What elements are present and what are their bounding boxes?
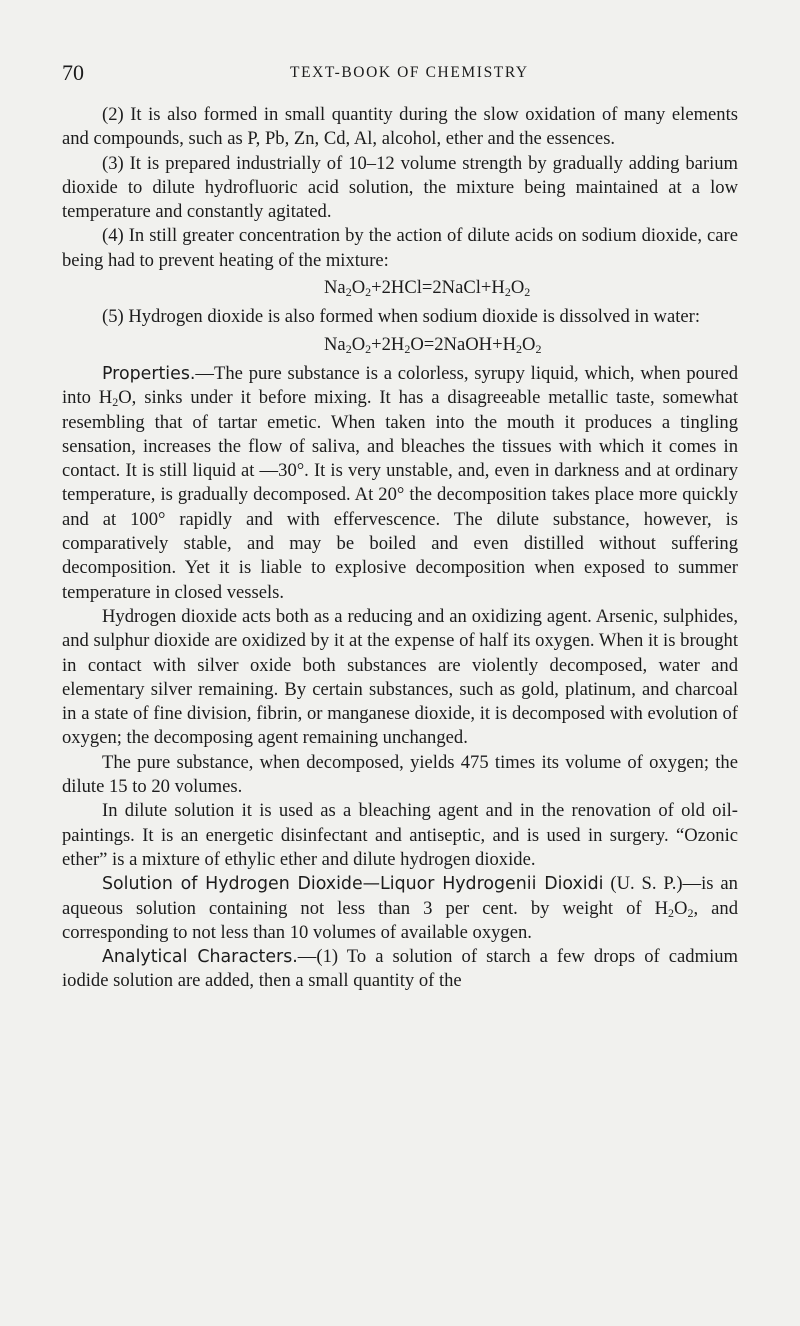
page-body — [62, 103, 738, 994]
analytical-paragraph: Analytical Characters.—(1) To a solution of starch a few drops of cadmium iodide solution are added, then a small quantity of the — [62, 946, 738, 992]
paragraph-4: (4) In still greater concentration by the action of dilute acids on sodium dioxide, care being had to prevent heating of the mixture: — [62, 225, 738, 271]
paragraph-2: (2) It is also formed in small quantity during the slow oxidation of many elements and compounds, such as P, Pb, Zn, Cd, Al, alcohol, ether and the essences. — [62, 104, 738, 150]
properties-heading: Properties. — [102, 363, 196, 384]
properties-paragraph-3: The pure substance, when decomposed, yields 475 times its volume of oxygen; the dilute 15 to 20 volumes. — [62, 751, 738, 798]
running-head — [0, 60, 800, 90]
properties-paragraph-4: In dilute solution it is used as a bleaching agent and in the renovation of old oil-paintings. It is an energetic disinfectant and antiseptic, and is used in surgery. “Ozonic ether” is a mixture of ethylic ether and dilute hydrogen dioxide. — [62, 800, 738, 870]
equation-sodium-dioxide-water: $Na_2O_2+2H_2O=2NaOH+H_2O_2$ — [324, 333, 542, 356]
solution-heading: Solution of Hydrogen Dioxide—Liquor Hydrogenii Dioxidi — [102, 874, 604, 895]
paragraph-3: (3) It is prepared industrially of 10–12 volume strength by gradually adding barium dioxide to dilute hydrofluoric acid solution, the mixture being maintained at a low temperature and constantly agitated. — [62, 152, 738, 223]
equation-sodium-dioxide-hcl: $Na_2O_2+2HCl=2NaCl+H_2O_2$ — [324, 277, 531, 300]
properties-paragraph-2: Hydrogen dioxide acts both as a reducing and an oxidizing agent. Arsenic, sulphides, and sulphur dioxide are oxidized by it at the expense of half its oxygen. When it is brought in contact with silver oxide both substances are violently decomposed, water and elementary silver remaining. By certain substances, such as gold, platinum, and charcoal in a state of fine division, fibrin, or manganese dioxide, it is decomposed with evolution of oxygen; the decomposing agent remaining unchanged. — [62, 605, 738, 749]
page-number: 70 — [62, 60, 84, 85]
paragraph-5: (5) Hydrogen dioxide is also formed when sodium dioxide is dissolved in water: — [102, 306, 701, 328]
solution-paragraph: Solution of Hydrogen Dioxide—Liquor Hydrogenii Dioxidi (U. S. P.)—is an aqueous solution containing not less than 3 per cent. by weight of $H_2O_2$, and corresponding to not less than 10 volumes of available oxygen. — [62, 873, 738, 943]
properties-paragraph: Properties.—The pure substance is a colorless, syrupy liquid, which, when poured into $H_2O$, sinks under it before mixing. It has a disagreeable metallic taste, somewhat resembling that of tartar emetic. When taken into the mouth it produces a tingling sensation, increases the flow of saliva, and bleaches the tissues with which it comes in contact. It is still liquid at —30°. It is very unstable, and, even in darkness and at ordinary temperature, is gradually decomposed. At 20° the decomposition takes place more quickly and at 100° rapidly and with effervescence. The dilute substance, however, is comparatively stable, and may be boiled and even distilled without suffering decomposition. Yet it is liable to explosive decomposition when exposed to summer temperature in closed vessels. — [62, 362, 738, 603]
analytical-heading: Analytical Characters. — [102, 947, 298, 968]
running-title: TEXT-BOOK OF CHEMISTRY — [290, 64, 529, 81]
